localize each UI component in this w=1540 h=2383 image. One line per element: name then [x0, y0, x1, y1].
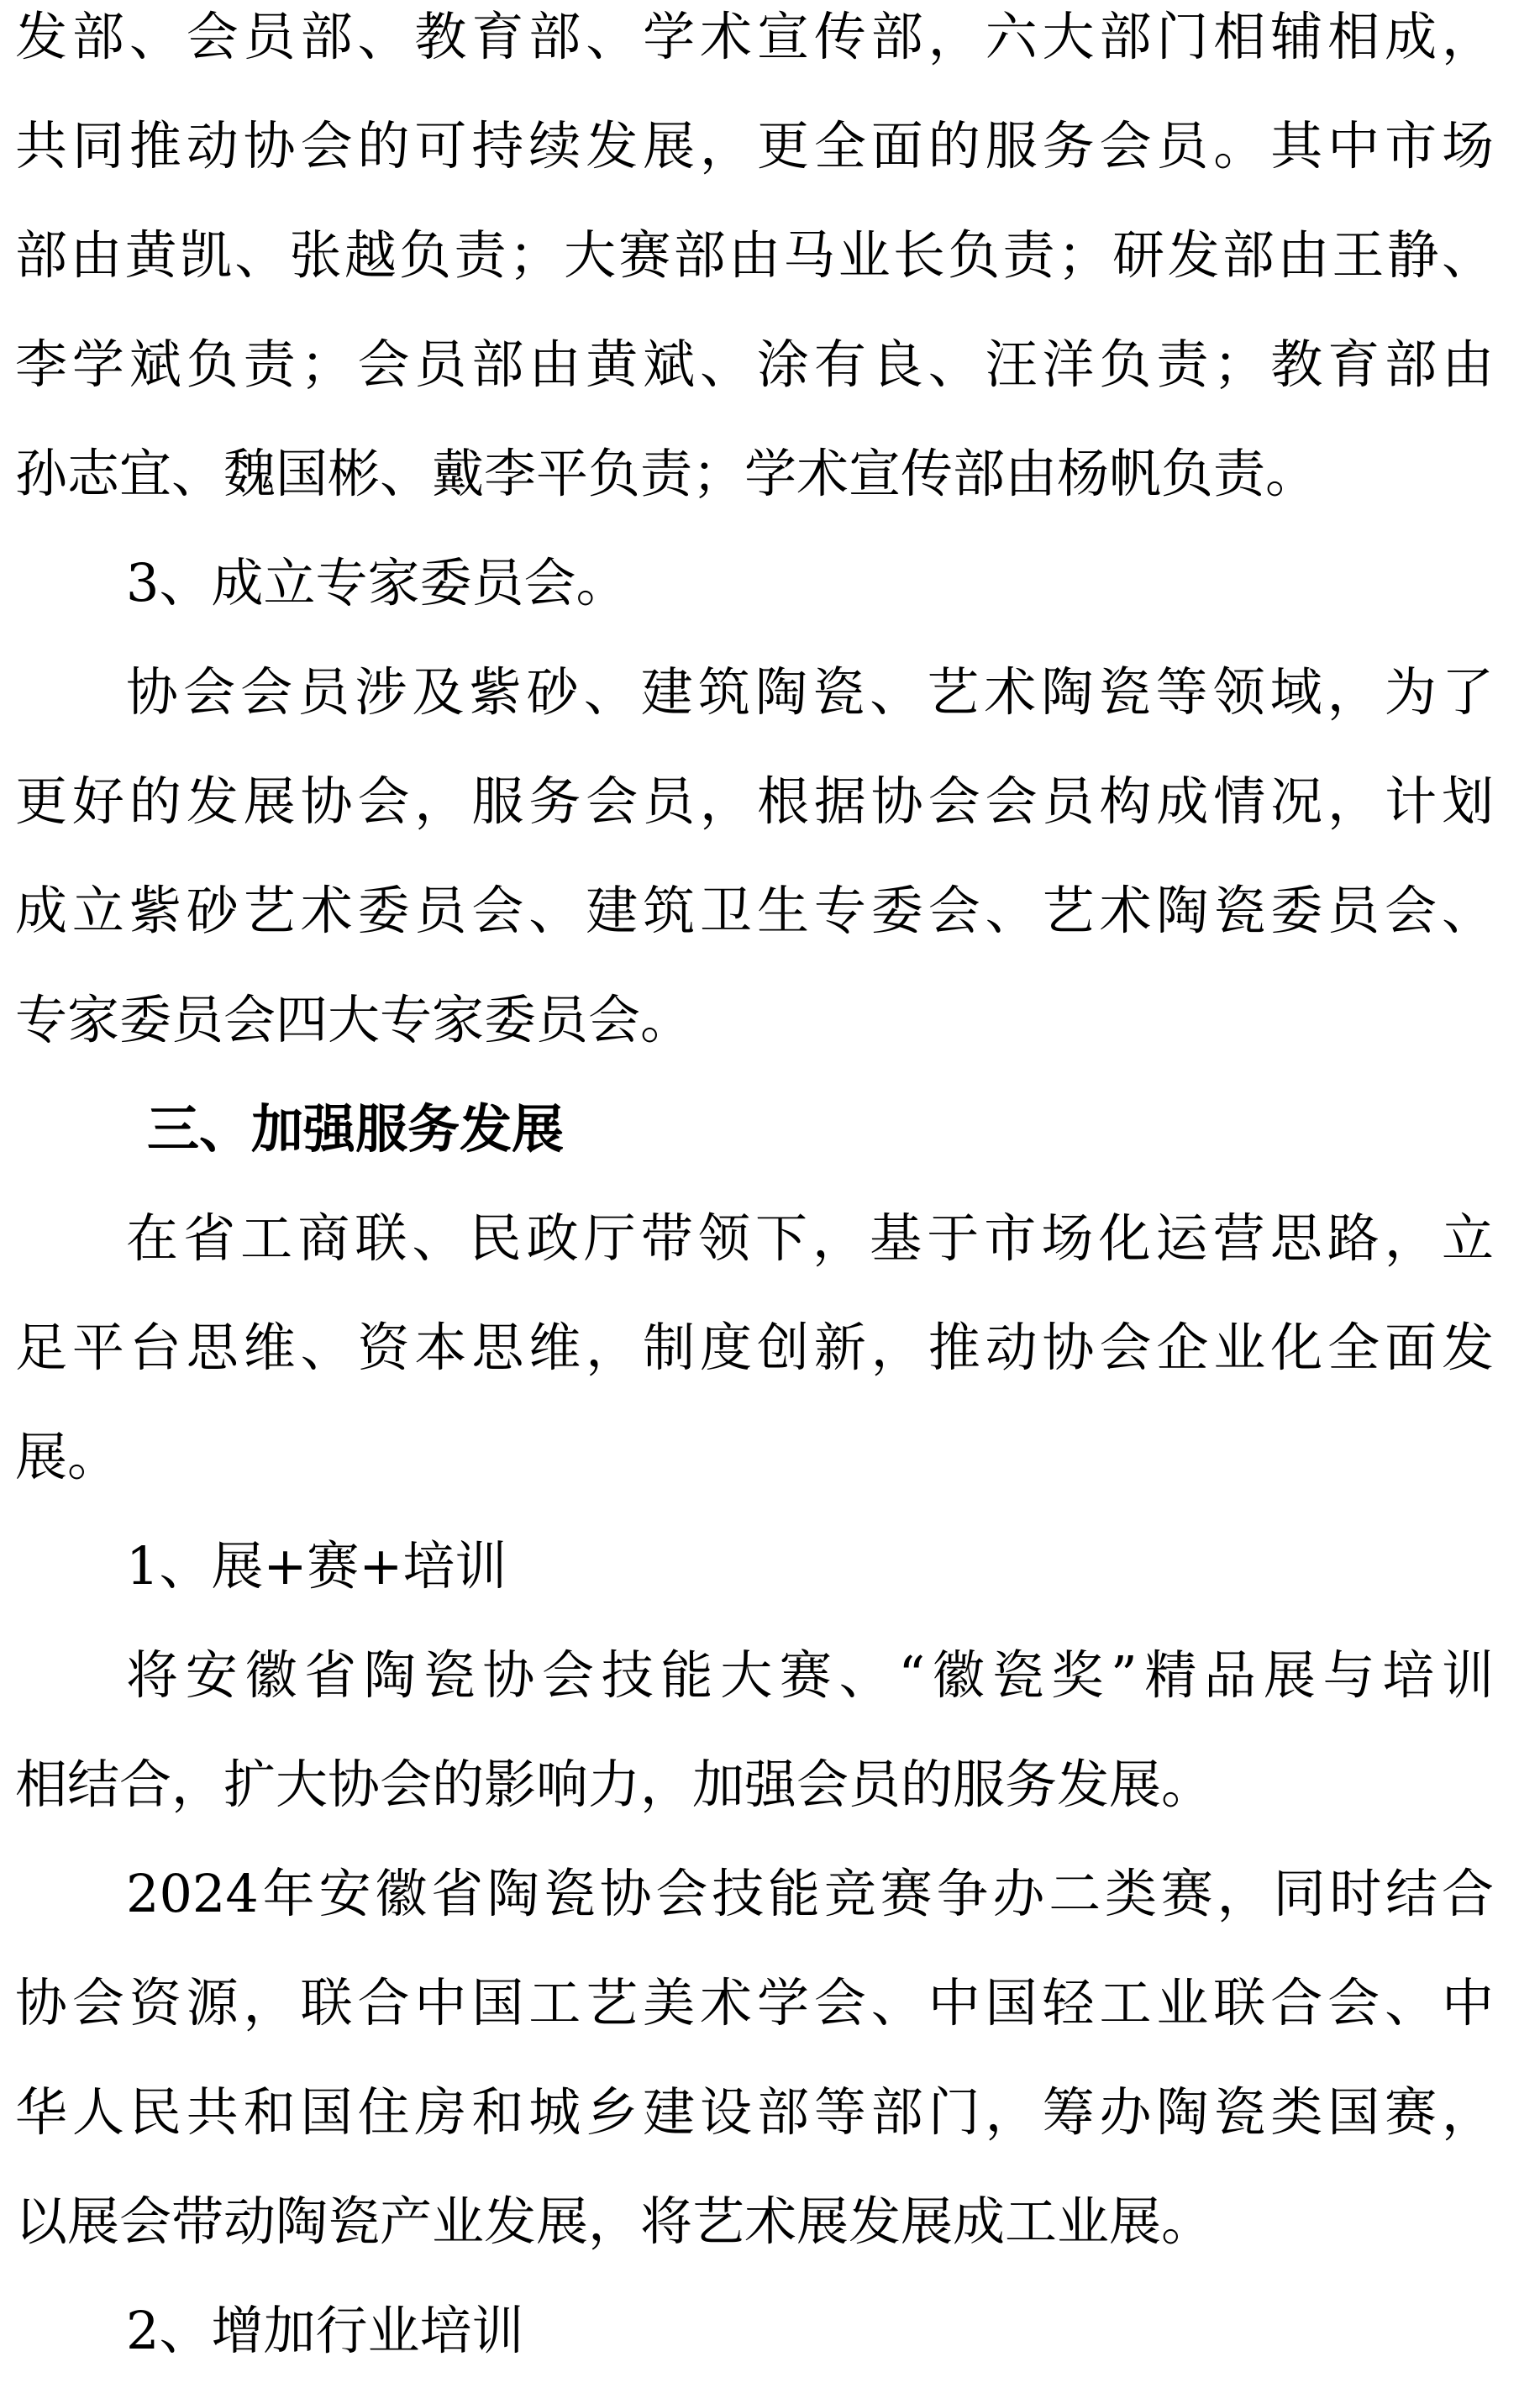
paragraph-line: 相结合，扩大协会的影响力，加强会员的服务发展。 [15, 1754, 1214, 1815]
paragraph-line: 华人民共和国住房和城乡建设部等部门，筹办陶瓷类国赛， [15, 2081, 1494, 2143]
paragraph-line: 李学斌负责；会员部由黄斌、涂有良、汪洋负责；教育部由 [15, 334, 1494, 395]
paragraph-line: 孙志宜、魏国彬、戴李平负责；学术宣传部由杨帆负责。 [15, 443, 1318, 504]
subsection-heading: 1、展+赛+培训 [126, 1535, 507, 1597]
paragraph-line: 以展会带动陶瓷产业发展，将艺术展发展成工业展。 [15, 2191, 1214, 2252]
paragraph-line: 专家委员会四大专家委员会。 [15, 989, 693, 1050]
paragraph-line: 协会会员涉及紫砂、建筑陶瓷、艺术陶瓷等领域，为了 [126, 661, 1494, 723]
paragraph-line: 展。 [15, 1426, 120, 1487]
section-heading: 三、加强服务发展 [147, 1098, 565, 1160]
paragraph-line: 发部、会员部、教育部、学术宣传部，六大部门相辅相成， [15, 6, 1494, 67]
paragraph-line: 在省工商联、民政厅带领下，基于市场化运营思路，立 [126, 1207, 1494, 1269]
subsection-heading: 2、增加行业培训 [126, 2300, 524, 2361]
paragraph-line: 将安徽省陶瓷协会技能大赛、“徽瓷奖”精品展与培训 [126, 1644, 1494, 1706]
paragraph-line: 部由黄凯、张越负责；大赛部由马业长负责；研发部由王静、 [15, 224, 1494, 286]
paragraph-line: 足平台思维、资本思维，制度创新，推动协会企业化全面发 [15, 1317, 1494, 1378]
paragraph-line: 更好的发展协会，服务会员，根据协会会员构成情况，计划 [15, 771, 1494, 832]
paragraph-line: 共同推动协会的可持续发展，更全面的服务会员。其中市场 [15, 115, 1494, 176]
paragraph-line: 协会资源，联合中国工艺美术学会、中国轻工业联合会、中 [15, 1972, 1494, 2033]
subsection-heading: 3、成立专家委员会。 [126, 552, 628, 613]
paragraph-line: 成立紫砂艺术委员会、建筑卫生专委会、艺术陶瓷委员会、 [15, 880, 1494, 941]
paragraph-line: 2024年安徽省陶瓷协会技能竞赛争办二类赛，同时结合 [126, 1863, 1494, 1924]
